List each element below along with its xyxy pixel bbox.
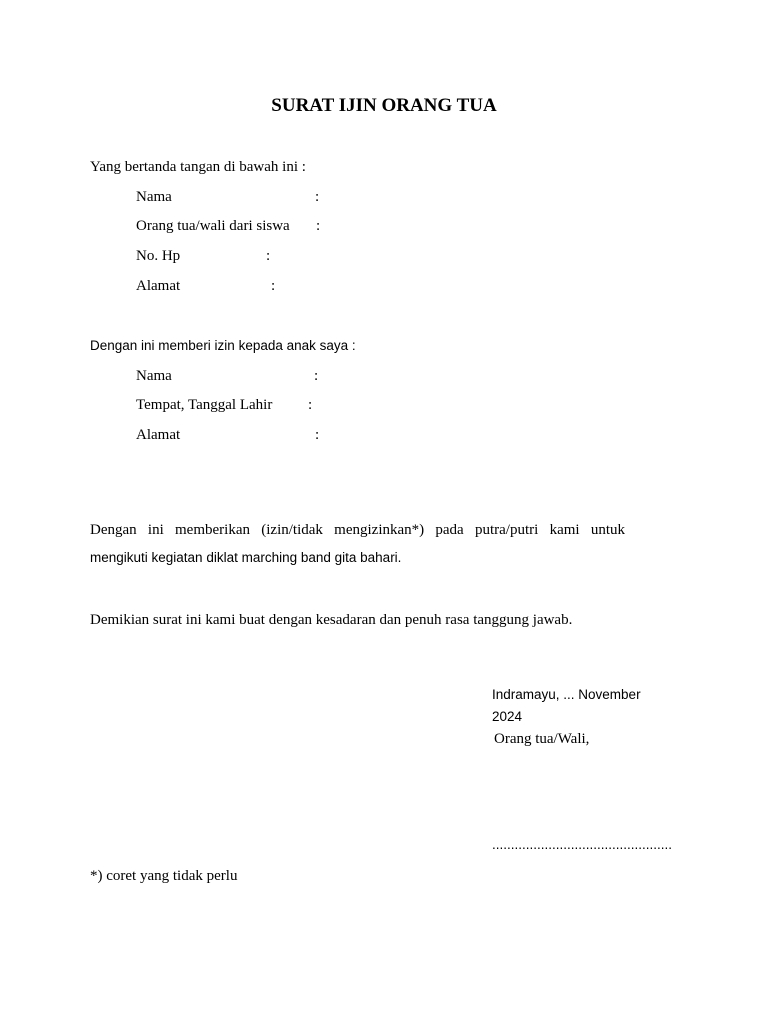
place-date-line-1: Indramayu, ... November bbox=[492, 687, 641, 702]
parent-address-label: Alamat bbox=[136, 278, 181, 294]
intro-text: Yang bertanda tangan di bawah ini : bbox=[90, 159, 306, 175]
parent-phone-colon: : bbox=[266, 248, 271, 264]
child-intro-text: Dengan ini memberi izin kepada anak saya : bbox=[90, 338, 356, 353]
child-birth-label: Tempat, Tanggal Lahir bbox=[136, 397, 273, 413]
signature-role: Orang tua/Wali, bbox=[494, 731, 590, 747]
parent-guardian-colon: : bbox=[316, 218, 321, 234]
child-address-colon: : bbox=[315, 427, 320, 443]
permission-paragraph bbox=[90, 516, 625, 572]
closing-statement: Demikian surat ini kami buat dengan kesadaran dan penuh rasa tanggung jawab. bbox=[90, 612, 573, 628]
place-date-line-2: 2024 bbox=[492, 709, 523, 724]
permission-line-1: Dengan ini memberikan (izin/tidak mengizinkan*) pada putra/putri kami untuk bbox=[90, 522, 625, 538]
document-title: SURAT IJIN ORANG TUA bbox=[271, 95, 497, 116]
child-name-colon: : bbox=[314, 368, 319, 384]
parent-phone-label: No. Hp bbox=[136, 248, 181, 264]
parent-address-colon: : bbox=[271, 278, 276, 294]
child-birth-colon: : bbox=[308, 397, 313, 413]
permission-line-2: mengikuti kegiatan diklat marching band gita bahari. bbox=[90, 550, 402, 565]
child-name-label: Nama bbox=[136, 368, 172, 384]
child-address-label: Alamat bbox=[136, 427, 181, 443]
parent-guardian-label: Orang tua/wali dari siswa bbox=[136, 218, 290, 234]
signature-line: ................................................ bbox=[492, 837, 673, 852]
footnote: *) coret yang tidak perlu bbox=[90, 868, 238, 884]
parent-name-label: Nama bbox=[136, 189, 172, 205]
parent-name-colon: : bbox=[315, 189, 320, 205]
